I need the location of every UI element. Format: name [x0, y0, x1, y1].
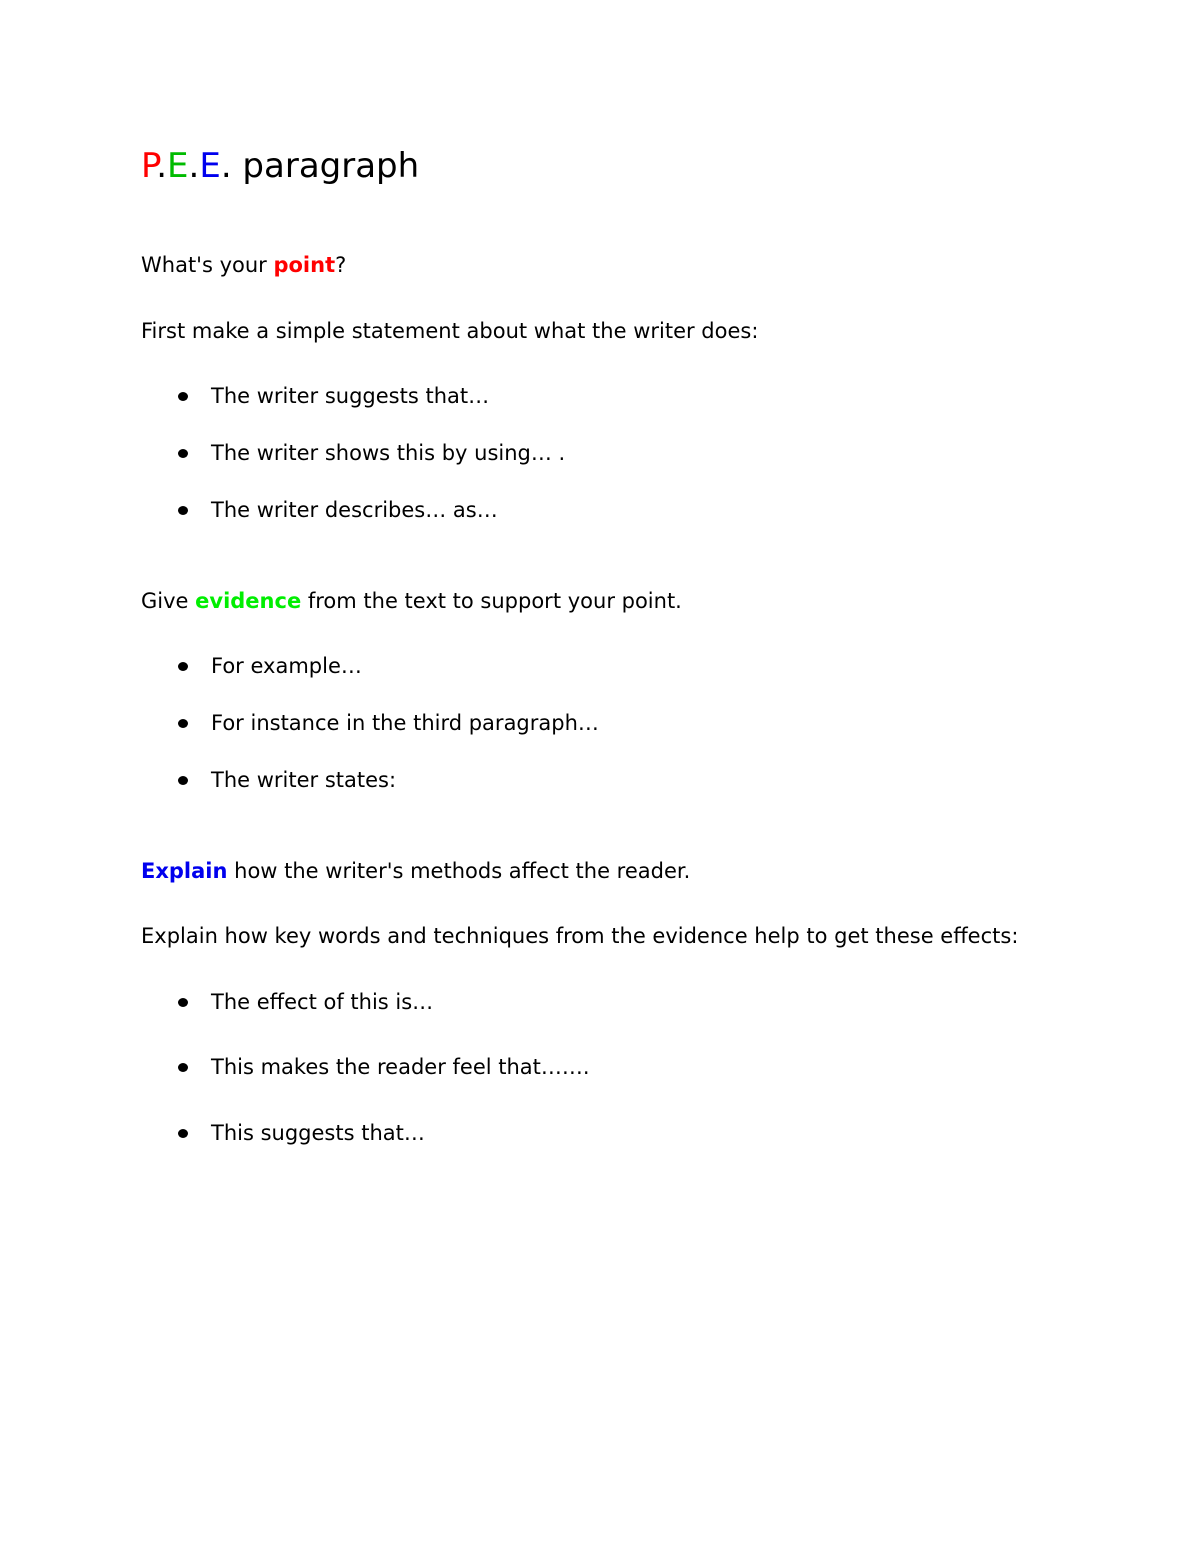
title-letter-e-evidence: E [167, 146, 189, 186]
list-item-text: For example… [211, 654, 362, 678]
title-dot: . [220, 146, 232, 186]
title-dot: . [188, 146, 200, 186]
list-item-text: The writer states: [211, 768, 397, 792]
explain-heading-post: how the writer's methods affect the reader. [227, 859, 691, 883]
list-item-text: The writer shows this by using… . [211, 441, 566, 465]
evidence-heading [141, 586, 682, 616]
title-letter-p: P [141, 146, 157, 186]
point-question-post: ? [335, 253, 347, 277]
point-keyword: point [273, 253, 336, 277]
bullet-icon [178, 719, 188, 728]
evidence-keyword: evidence [195, 589, 302, 613]
list-item-text: The effect of this is… [211, 990, 434, 1014]
point-question-pre: What's your [141, 253, 274, 277]
list-item-text: This suggests that… [211, 1121, 425, 1145]
explain-instruction: Explain how key words and techniques from the evidence help to get these effects: [141, 924, 1019, 948]
explain-heading [141, 856, 690, 886]
evidence-heading-pre: Give [141, 589, 196, 613]
bullet-icon [178, 1063, 188, 1072]
point-instruction: First make a simple statement about what the writer does: [141, 319, 759, 343]
bullet-icon [178, 506, 188, 515]
title-word-paragraph: paragraph [231, 146, 420, 186]
bullet-icon [178, 662, 188, 671]
list-item-text: This makes the reader feel that……. [211, 1055, 590, 1079]
evidence-heading-post: from the text to support your point. [301, 589, 682, 613]
list-item-text: The writer suggests that… [211, 384, 490, 408]
bullet-icon [178, 776, 188, 785]
list-item-text: For instance in the third paragraph… [211, 711, 599, 735]
title-letter-e-explain: E [199, 146, 221, 186]
bullet-icon [178, 998, 188, 1007]
point-question [141, 250, 346, 280]
title-dot: . [156, 146, 168, 186]
bullet-icon [178, 1129, 188, 1138]
list-item-text: The writer describes… as… [211, 498, 498, 522]
explain-keyword: Explain [141, 859, 228, 883]
page-title [141, 144, 419, 188]
bullet-icon [178, 449, 188, 458]
bullet-icon [178, 392, 188, 401]
